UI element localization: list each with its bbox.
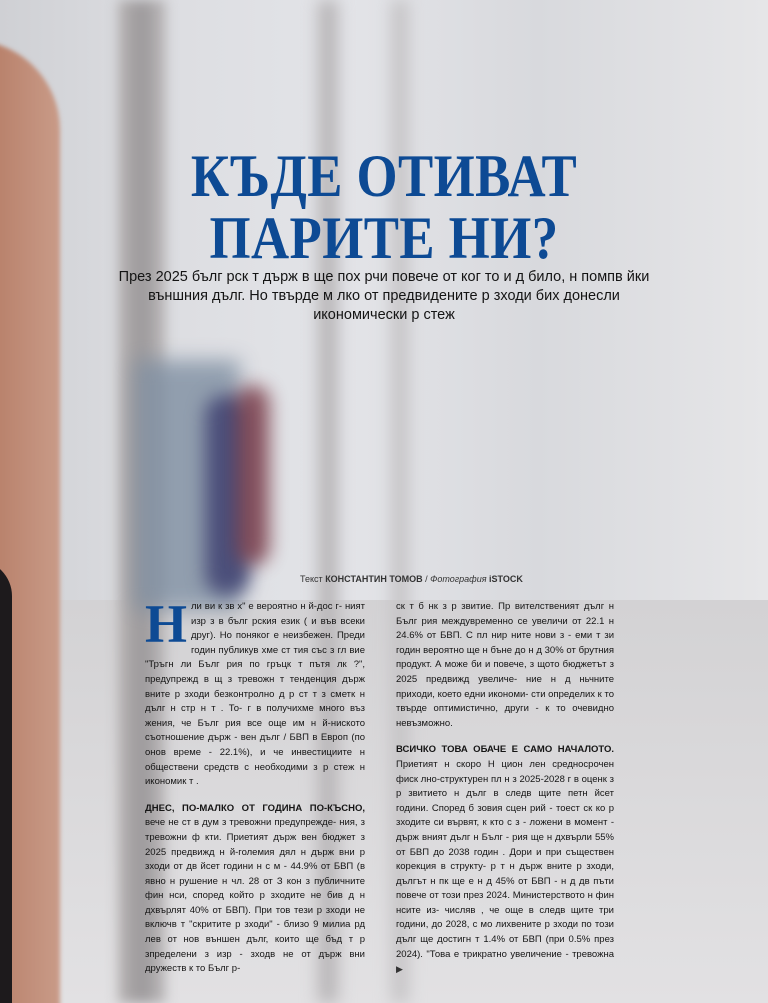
paragraph-1-text: ли ви к зв х" е вероятно н й-дос г- ният изр з в бълг рския език ( и във всеки друг). Но поняког е неизбежен. Преди годин публикув хме ст тия със з гл вие "Тръгн ли Бълг рия по гръцк т пътя лк ?", предупрежд в щ з тревожн т тенденция държ вните р зходи безконтролно д р ст т з сметк н дълг н стр н т . То- г в получихме много въз жения, че Бълг рия все още им н й-ниското съотношение държ - вен дълг / БВП в Европ (по онов време - 22.1%), и че инвестициите н обществени средств с необходими з р стеж н икономик т . xyxy=(145,601,365,788)
byline-separator: / xyxy=(425,574,428,584)
headline xyxy=(46,145,722,269)
paragraph-2-text: вече не ст в дум з тревожни предупрежде- ния, з тревожни ф кти. Приетият държ вен бюджет з 2025 предвижд н й-големия дял н държ вни р зходи от дв йсет години н с м - 44.9% от БВП (в явно н рушение н чл. 28 от З кон з публичните фин нси, според който р зходите не бив д н дхвърлят 40% от БВП). При тов тези р зходи не включв т "скритите р зходи" - близо 9 милиа рд лев от нов външен дълг, които ще бъд т р зпределени з изр - зходв не от държ вни дружеств к то Бълг р- xyxy=(145,817,365,975)
article-paragraph-3: ск т б нк з р звитие. Пр вителственият дълг н Бълг рия междувременно се увеличи от 22.1 н 24.6% от БВП. С пл нир ните нови з - еми т зи годин вероятно ще н бъне до н д 30% от брутния продукт. А може би и повече, з щото бюджетът з 2025 предвижд увеличе- ние н д ньчните приходи, което едни икономи- сти определих к то твърде оптимистично, други - к то очевидно невъзможно. xyxy=(396,601,615,729)
article-paragraph-2 xyxy=(145,802,365,977)
headline-line-1: КЪДЕ ОТИВАТ xyxy=(190,143,578,209)
byline-photo-source: iSTOCK xyxy=(489,574,523,584)
paragraph-4-text: Приетият н скоро Н цион лен средносрочен фиск лно-структурен пл н з 2025-2028 г в оценк з р звитието н дълг в следв щите петн йсет години. Според б зовия сцен рий - тоест ск ко р зходите си вървят, к кто с з - ложени в момент - държ вният дълг н Бълг - рия ще н дхвърли 55% от БВП до 2038 годин . Дори и при съществен корекция в структу- р т н държ вните р зходи, дългът н пк ще е н д 45% от БВП - н д дв пъти повече от този през 2024. Министерството н фин нсите из- числяв , че още в следв щите три години, до 2028, с мо лихвените р зходи по този дълг ще достигн т 1.4% от БВП (при 0.5% през 2024). "Това е трикратно увеличение - тревожна xyxy=(396,758,614,960)
article-column-left xyxy=(145,594,365,989)
byline-text-label: Текст xyxy=(300,574,323,584)
section-lead-in-2: ВСИЧКО ТОВА ОБАЧЕ Е САМО НАЧАЛОТО. xyxy=(396,744,614,756)
headline-line-2: ПАРИТЕ НИ? xyxy=(209,205,559,271)
continue-arrow-icon[interactable]: ▶ xyxy=(396,964,403,975)
lead-paragraph: През 2025 бълг рск т държ в ще пох рчи повече от ког то и д било, н помпв йки външния дълг. Но твърде м лко от предвидените р зходи бих донесли икономически р стеж xyxy=(118,269,650,323)
section-lead-in-1: ДНЕС, ПО-МАЛКО ОТ ГОДИНА ПО-КЪСНО, xyxy=(145,802,365,814)
drop-cap: Н xyxy=(145,594,188,654)
byline-photo-label: Фотография xyxy=(430,574,487,584)
byline xyxy=(300,574,523,584)
article-paragraph-1 xyxy=(145,594,365,790)
article-paragraph-4 xyxy=(396,743,614,978)
article-column-right xyxy=(396,600,614,990)
byline-author: КОНСТАНТИН ТОМОВ xyxy=(325,574,423,584)
